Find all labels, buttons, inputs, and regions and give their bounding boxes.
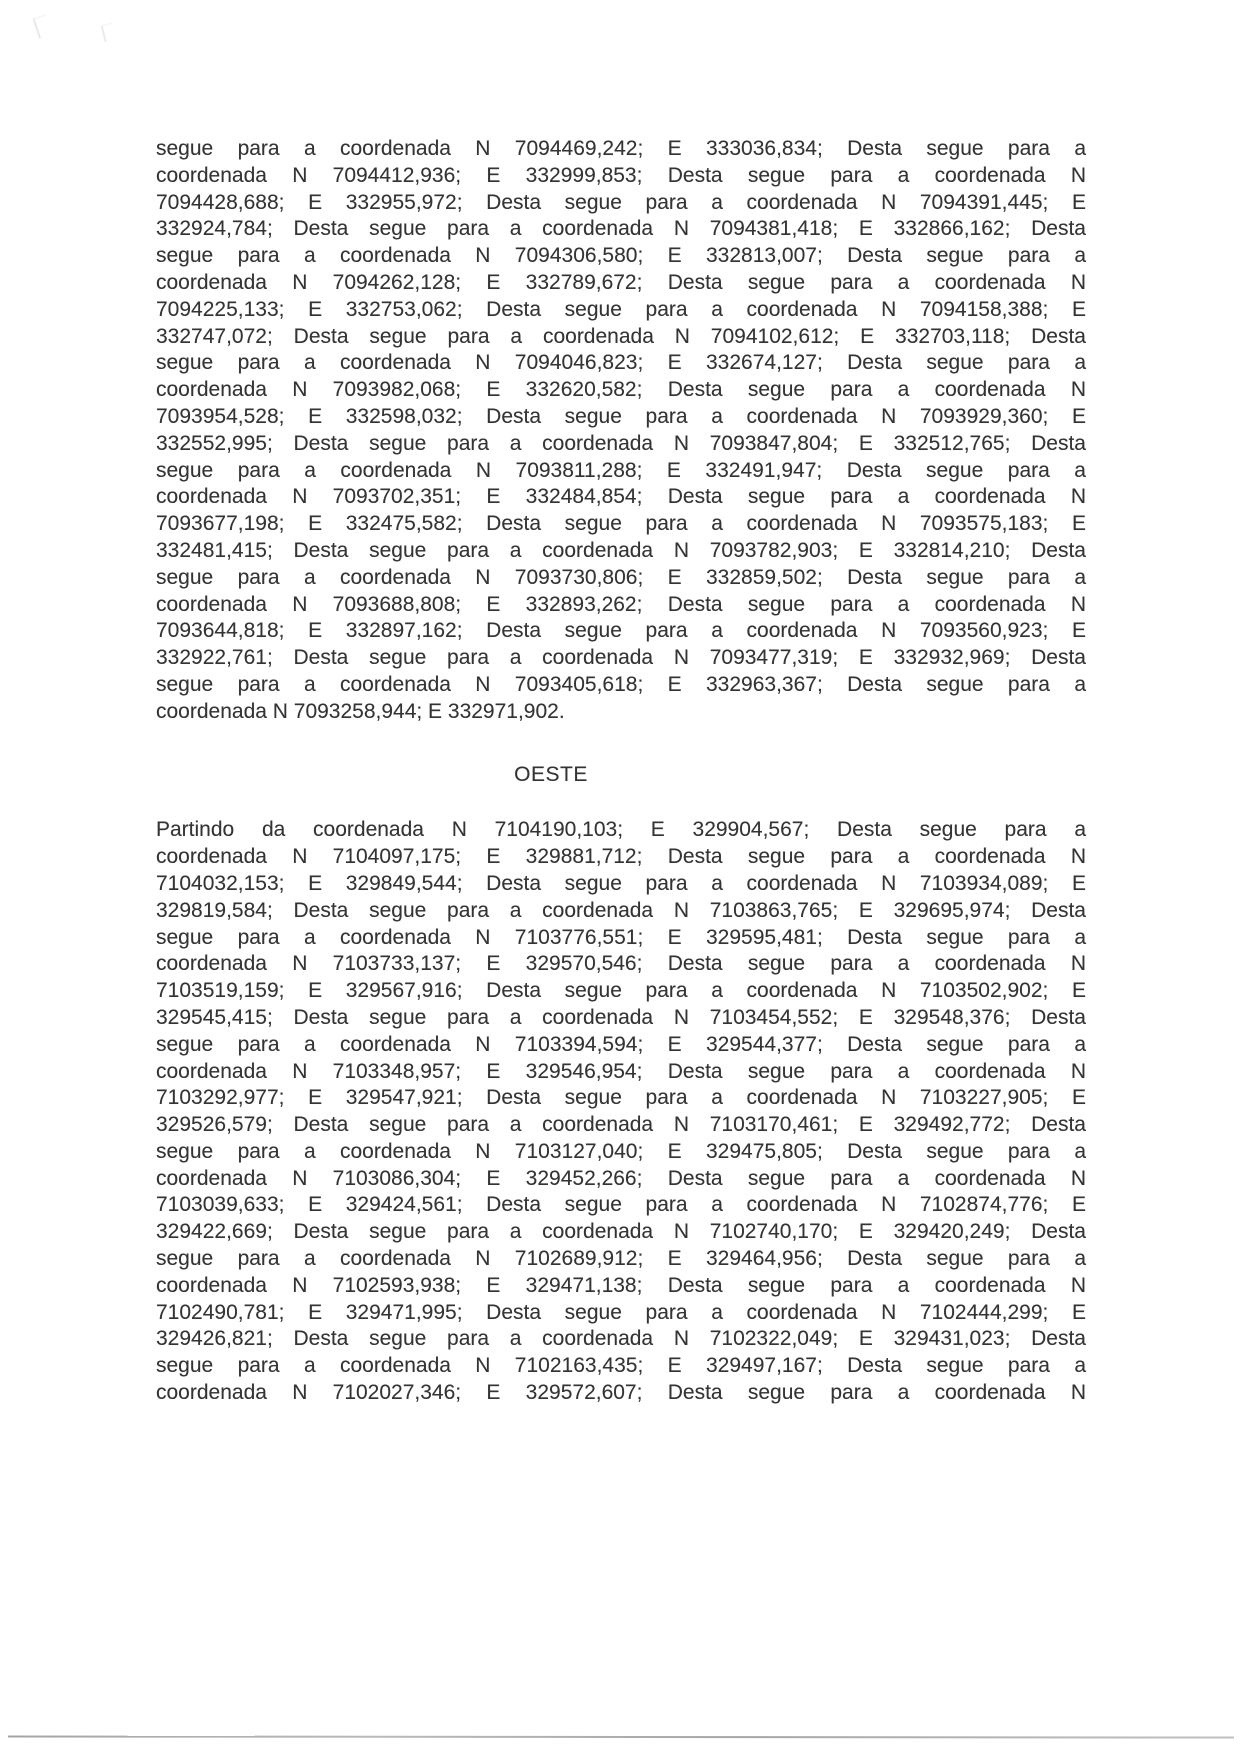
text-line: segue para a coordenada N 7093730,806; E 332859,502; Desta segue para a (156, 565, 1086, 589)
text-line: segue para a coordenada N 7093405,618; E 332963,367; Desta segue para a (156, 672, 1086, 696)
text-line: 7103519,159; E 329567,916; Desta segue para a coordenada N 7103502,902; E (156, 979, 1086, 1003)
text-line: 7094225,133; E 332753,062; Desta segue para a coordenada N 7094158,388; E (156, 297, 1086, 321)
text-line: 332747,072; Desta segue para a coordenada N 7094102,612; E 332703,118; Desta (156, 324, 1086, 348)
text-line: coordenada N 7102027,346; E 329572,607; Desta segue para a coordenada N (156, 1381, 1086, 1405)
text-line: 7093677,198; E 332475,582; Desta segue para a coordenada N 7093575,183; E (156, 512, 1086, 536)
text-line: segue para a coordenada N 7094469,242; E 333036,834; Desta segue para a (156, 137, 1086, 160)
text-line: segue para a coordenada N 7103776,551; E 329595,481; Desta segue para a (156, 925, 1086, 949)
text-line: segue para a coordenada N 7094046,823; E 332674,127; Desta segue para a (156, 351, 1086, 375)
text-line: 329545,415; Desta segue para a coordenada N 7103454,552; E 329548,376; Desta (156, 1005, 1086, 1029)
text-line: coordenada N 7103348,957; E 329546,954; Desta segue para a coordenada N (156, 1059, 1086, 1083)
text-line: 7093954,528; E 332598,032; Desta segue para a coordenada N 7093929,360; E (156, 404, 1086, 428)
page-text (156, 136, 1086, 1407)
section-heading-oeste: OESTE (514, 762, 588, 786)
text-line: 7104032,153; E 329849,544; Desta segue para a coordenada N 7103934,089; E (156, 871, 1086, 895)
text-line: coordenada N 7093688,808; E 332893,262; Desta segue para a coordenada N (156, 592, 1086, 616)
text-line: coordenada N 7102593,938; E 329471,138; Desta segue para a coordenada N (156, 1273, 1086, 1297)
text-line: 7093644,818; E 332897,162; Desta segue para a coordenada N 7093560,923; E (156, 619, 1086, 643)
text-line: coordenada N 7094412,936; E 332999,853; Desta segue para a coordenada N (156, 163, 1086, 187)
text-line: coordenada N 7103086,304; E 329452,266; Desta segue para a coordenada N (156, 1166, 1086, 1190)
page-bottom-rule (8, 1735, 1234, 1738)
text-line: 332481,415; Desta segue para a coordenada N 7093782,903; E 332814,210; Desta (156, 538, 1086, 562)
text-line: coordenada N 7093258,944; E 332971,902. (156, 699, 565, 723)
text-line: 332552,995; Desta segue para a coordenada N 7093847,804; E 332512,765; Desta (156, 431, 1086, 455)
scan-artifact (101, 23, 116, 42)
text-line: 332924,784; Desta segue para a coordenada N 7094381,418; E 332866,162; Desta (156, 217, 1086, 241)
text-line: 329422,669; Desta segue para a coordenada N 7102740,170; E 329420,249; Desta (156, 1220, 1086, 1244)
text-line: coordenada N 7094262,128; E 332789,672; Desta segue para a coordenada N (156, 270, 1086, 294)
text-line: coordenada N 7093702,351; E 332484,854; Desta segue para a coordenada N (156, 485, 1086, 509)
text-line: 329819,584; Desta segue para a coordenada N 7103863,765; E 329695,974; Desta (156, 898, 1086, 922)
text-line: coordenada N 7104097,175; E 329881,712; Desta segue para a coordenada N (156, 845, 1086, 869)
text-line: 329526,579; Desta segue para a coordenada N 7103170,461; E 329492,772; Desta (156, 1113, 1086, 1137)
coordinates-paragraph-continued (156, 136, 1086, 726)
text-line: 7102490,781; E 329471,995; Desta segue para a coordenada N 7102444,299; E (156, 1300, 1086, 1324)
text-line: segue para a coordenada N 7103127,040; E 329475,805; Desta segue para a (156, 1139, 1086, 1163)
text-line: segue para a coordenada N 7093811,288; E 332491,947; Desta segue para a (156, 458, 1086, 482)
text-line: 7094428,688; E 332955,972; Desta segue para a coordenada N 7094391,445; E (156, 190, 1086, 214)
text-line: 329426,821; Desta segue para a coordenada N 7102322,049; E 329431,023; Desta (156, 1327, 1086, 1351)
text-line: coordenada N 7103733,137; E 329570,546; Desta segue para a coordenada N (156, 952, 1086, 976)
text-line: segue para a coordenada N 7102163,435; E 329497,167; Desta segue para a (156, 1354, 1086, 1378)
text-line: 332922,761; Desta segue para a coordenada N 7093477,319; E 332932,969; Desta (156, 646, 1086, 670)
text-line: segue para a coordenada N 7102689,912; E 329464,956; Desta segue para a (156, 1247, 1086, 1271)
text-line: Partindo da coordenada N 7104190,103; E 329904,567; Desta segue para a (156, 818, 1086, 842)
text-line: coordenada N 7093982,068; E 332620,582; Desta segue para a coordenada N (156, 378, 1086, 402)
text-line: segue para a coordenada N 7103394,594; E 329544,377; Desta segue para a (156, 1032, 1086, 1056)
scan-artifact (33, 15, 52, 39)
text-line: segue para a coordenada N 7094306,580; E 332813,007; Desta segue para a (156, 244, 1086, 268)
text-line: 7103292,977; E 329547,921; Desta segue para a coordenada N 7103227,905; E (156, 1086, 1086, 1110)
text-line: 7103039,633; E 329424,561; Desta segue para a coordenada N 7102874,776; E (156, 1193, 1086, 1217)
coordinates-paragraph-oeste (156, 817, 1086, 1407)
